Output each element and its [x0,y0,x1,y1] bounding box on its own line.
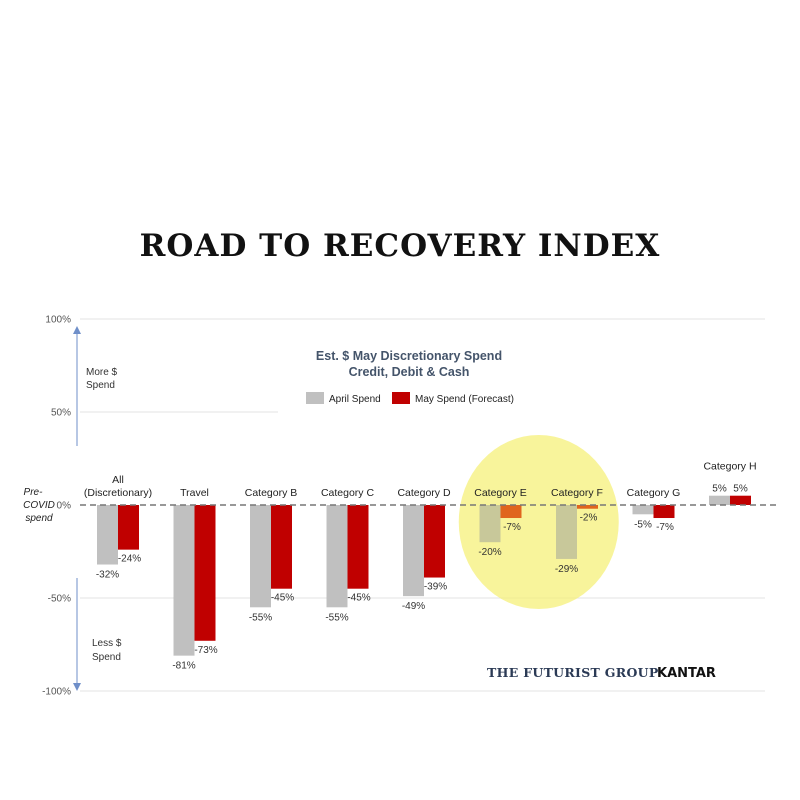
pre-covid-label-line2: COVID [23,500,55,511]
bar-may-spend-forecast [424,505,445,578]
page-title: ROAD TO RECOVERY INDEX [139,228,661,264]
bar-may-spend-forecast [501,505,522,518]
data-label: -55% [325,612,349,624]
bar-may-spend-forecast [730,496,751,505]
legend-swatch-april [306,392,324,404]
bar-april-spend [403,505,424,596]
data-label: 5% [712,483,727,495]
bar-april-spend [633,505,654,514]
bars-layer [97,496,751,656]
bar-april-spend [250,505,271,607]
bar-april-spend [480,505,501,542]
y-tick-label: 50% [50,407,71,419]
category-label: Category G [626,487,681,499]
data-label: -45% [270,592,295,604]
bar-may-spend-forecast [271,505,292,589]
legend-swatch-may [392,392,410,404]
more-spend-label-line1: More $ [86,367,118,378]
y-tick-label: -100% [42,686,71,698]
pre-covid-label-line3: spend [25,513,53,524]
data-label: -20% [478,547,502,559]
kantar-logo: KANTAR [657,666,716,681]
data-label: -5% [634,519,652,531]
bar-april-spend [174,505,195,656]
legend [306,392,514,405]
less-spend-label-line1: Less $ [92,638,122,649]
bar-april-spend [556,505,577,559]
data-label: -7% [656,522,674,534]
y-tick-label: 100% [45,314,71,326]
less-spend-label-line2: Spend [92,652,121,663]
y-tick-label: -50% [47,593,71,605]
category-label: Travel [180,487,209,499]
chart-title: Est. $ May Discretionary Spend [315,349,503,363]
bar-may-spend-forecast [195,505,216,641]
data-label: -29% [554,563,579,575]
data-label: -55% [248,612,273,624]
bar-may-spend-forecast [348,505,369,589]
futurist-group-logo: THE FUTURIST GROUP [487,665,659,680]
more-spend-label-line2: Spend [86,380,115,391]
y-tick-label: 0% [56,500,71,512]
category-label: Category H [703,460,757,473]
bar-april-spend [709,496,730,505]
pre-covid-label-line1: Pre- [23,487,43,498]
category-label: Category E [474,487,527,499]
data-label: -7% [503,522,521,534]
more-spend-arrow [73,326,81,446]
legend-label-april: April Spend [329,394,381,405]
data-label: -73% [194,644,218,656]
legend-label-may: May Spend (Forecast) [415,394,514,405]
category-label: All [112,474,124,486]
data-label: -45% [347,592,371,604]
data-label: -49% [401,601,426,613]
data-label: -81% [172,660,196,672]
category-label: Category B [244,487,298,499]
bar-april-spend [97,505,118,565]
category-label: Category F [551,487,603,499]
category-label: Category C [320,487,375,499]
bar-may-spend-forecast [118,505,139,550]
category-label: (Discretionary) [83,487,153,499]
data-label: 5% [733,483,748,495]
data-label: -32% [95,569,120,581]
bar-may-spend-forecast [654,505,675,518]
bar-april-spend [327,505,348,607]
chart-subtitle: Credit, Debit & Cash [348,365,470,379]
data-label: -24% [117,553,142,565]
data-label: -2% [579,512,598,524]
category-label: Category D [397,487,451,499]
less-spend-arrow [73,578,81,691]
data-label: -39% [423,581,448,593]
